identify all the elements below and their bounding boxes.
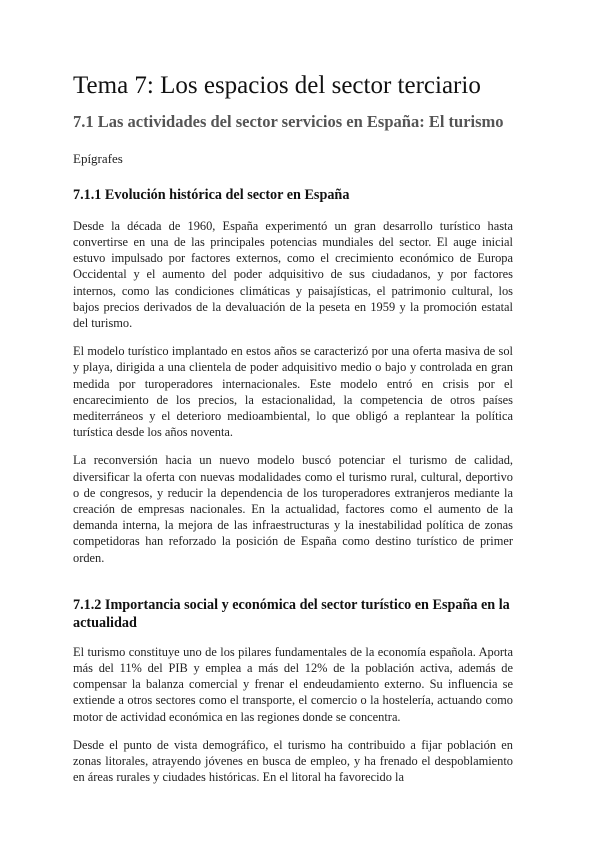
section-1-paragraph-3: La reconversión hacia un nuevo modelo buscó potenciar el turismo de calidad, diversificar la oferta con nuevas modalidades como el turismo rural, cultural, deportivo o de congresos, y reducir la dependencia de los turoperadores extranjeros mediante la creación de empresas nacionales. En la actualidad, factores como el aumento de la demanda interna, la mejora de las infraestructuras y la inestabilidad política de zonas competidoras han reforzado la posición de España como destino turístico de primer orden.	[73, 453, 513, 565]
section-1-paragraph-1: Desde la década de 1960, España experimentó un gran desarrollo turístico hasta convertirse en una de las principales potencias mundiales del sector. El auge inicial estuvo impulsado por factores externos, como el crecimiento económico de Europa Occidental y el aumento del poder adquisitivo de sus ciudadanos, y por factores internos, como las condiciones climáticas y paisajísticas, el patrimonio cultural, los bajos precios derivados de la devaluación de la peseta en 1959 y la promoción estatal del turismo.	[73, 218, 513, 330]
section-2-paragraph-1: El turismo constituye uno de los pilares fundamentales de la economía española. Aporta más del 11% del PIB y emplea a más del 12% de la población activa, además de compensar la balanza comercial y frenar el endeudamiento externo. Su influencia se extiende a otros sectores como el transporte, el comercio o la hostelería, actuando como motor de actividad económica en las regiones donde se concentra.	[73, 644, 513, 724]
page-subtitle: 7.1 Las actividades del sector servicios en España: El turismo	[73, 111, 504, 131]
section-heading-2: 7.1.2 Importancia social y económica del sector turístico en España en la actualidad	[73, 596, 510, 632]
section-2-paragraph-2: Desde el punto de vista demográfico, el turismo ha contribuido a fijar población en zonas litorales, atrayendo jóvenes en busca de empleo, y ha frenado el despoblamiento en áreas rurales y ciudades históricas. En el litoral ha favorecido la	[73, 737, 513, 785]
section-heading-1: 7.1.1 Evolución histórica del sector en España	[73, 187, 350, 204]
epigrafes-label: Epígrafes	[73, 151, 123, 167]
section-1-paragraph-2: El modelo turístico implantado en estos años se caracterizó por una oferta masiva de sol y playa, dirigida a una clientela de poder adquisitivo medio o bajo y controlada en gran medida por turoperadores internacionales. Este modelo entró en crisis por el encarecimiento de los precios, la estacionalidad, la competencia de otros países mediterráneos y el deterioro medioambiental, lo que obligó a replantear la política turística desde los años noventa.	[73, 344, 513, 440]
page-title: Tema 7: Los espacios del sector terciario	[73, 72, 481, 99]
